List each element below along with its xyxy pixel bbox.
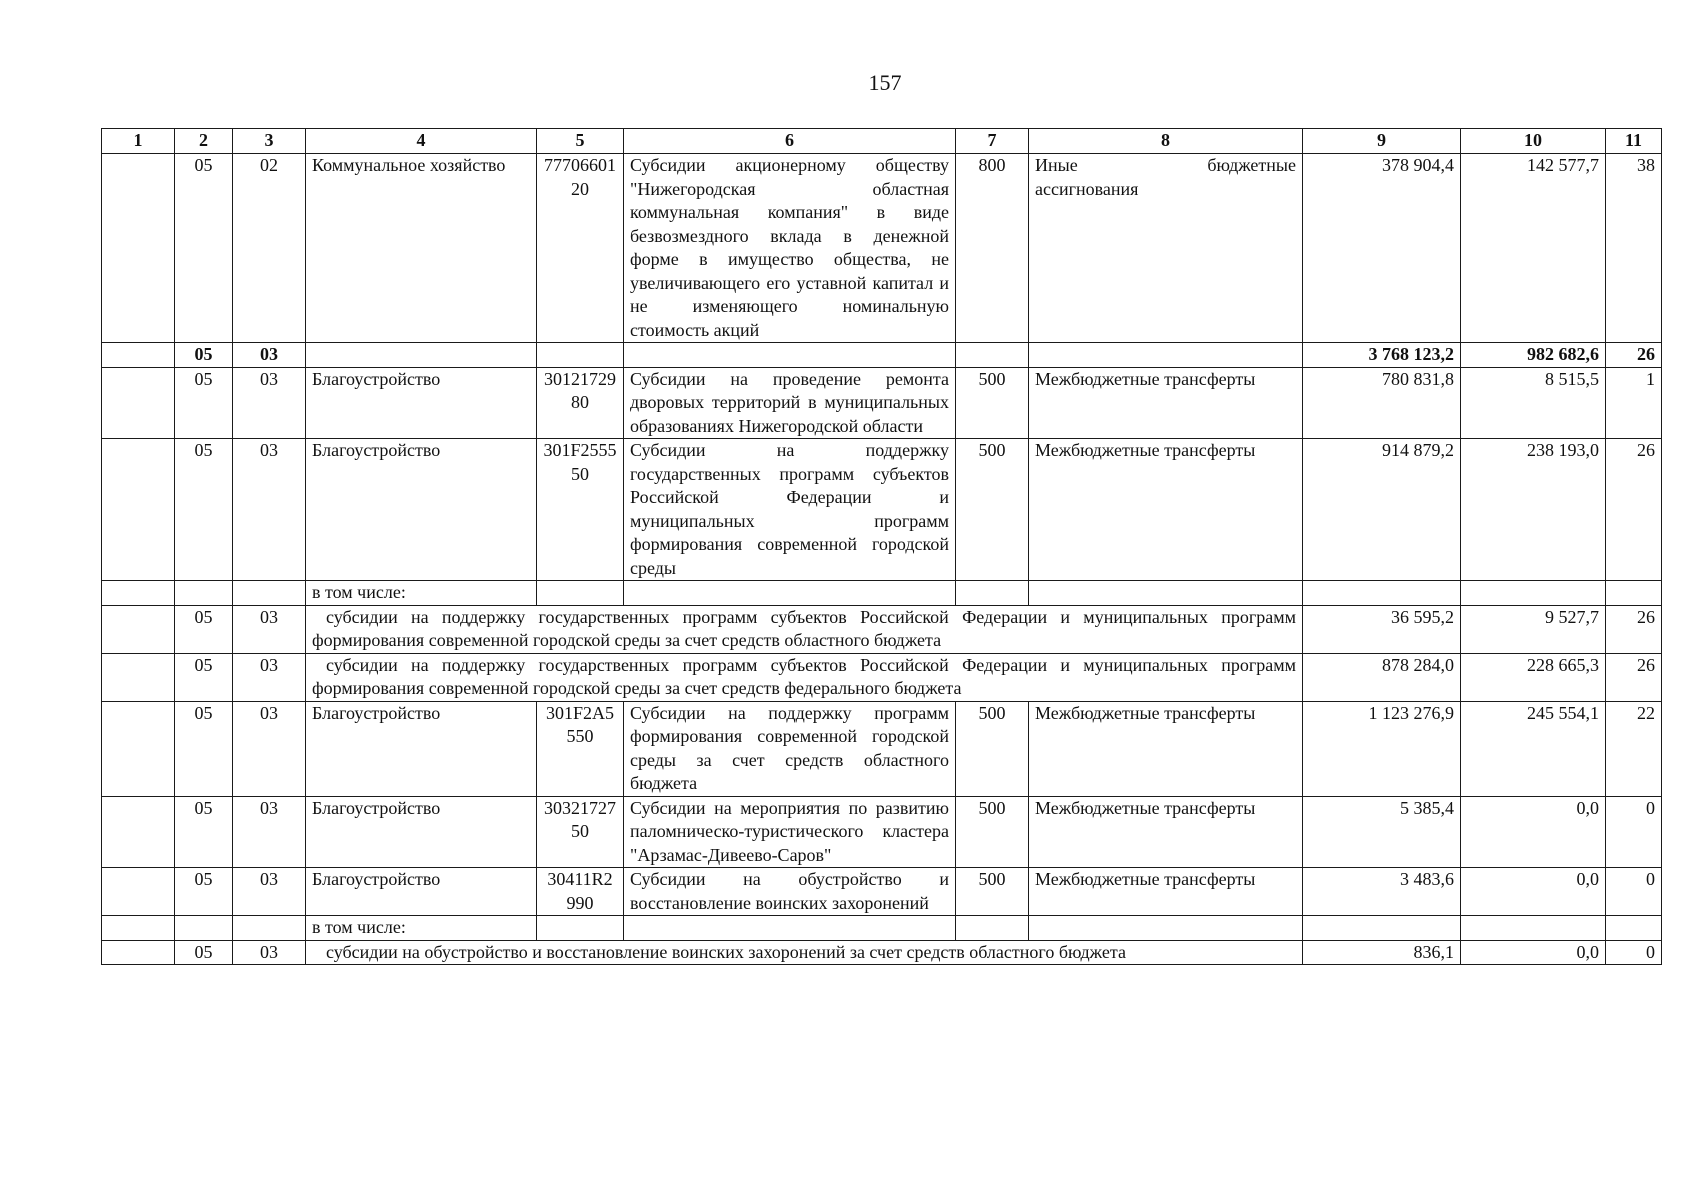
cell-target-code: 301F2A5550: [537, 701, 624, 796]
cell-amount-plan: 914 879,2: [1303, 439, 1461, 581]
cell-amount-plan: 5 385,4: [1303, 796, 1461, 868]
cell-target-code: 3032172750: [537, 796, 624, 868]
cell-section: 05: [175, 868, 233, 916]
cell-target-code: 3012172980: [537, 367, 624, 439]
cell-expense-name-part2a: бюджетные: [1207, 155, 1296, 175]
cell-section: 05: [175, 605, 233, 653]
cell-section: 05: [175, 343, 233, 368]
cell-c1: [102, 439, 175, 581]
cell-expense-name: Межбюджетные трансферты: [1029, 367, 1303, 439]
page-number: 157: [868, 70, 902, 95]
cell-amount-plan: 3 483,6: [1303, 868, 1461, 916]
cell-description: [624, 343, 956, 368]
cell-subsection: 02: [233, 154, 306, 343]
cell-amount-plan: 780 831,8: [1303, 367, 1461, 439]
cell-target-code: [537, 343, 624, 368]
cell-amount-actual: 238 193,0: [1461, 439, 1606, 581]
cell-c1: [102, 940, 175, 965]
cell-subsection: 03: [233, 701, 306, 796]
cell-amount-actual: 245 554,1: [1461, 701, 1606, 796]
table-row: [102, 796, 1662, 868]
col-header-6: 6: [624, 129, 956, 154]
cell-subitem-description: субсидии на поддержку государственных программ субъектов Российской Федерации и муниципальных программ формирования современной городской среды за счет средств областного бюджета: [306, 605, 1303, 653]
cell-amount-plan: 836,1: [1303, 940, 1461, 965]
cell-expense-type: 500: [956, 868, 1029, 916]
cell-subsection: 03: [233, 605, 306, 653]
cell-expense-type: 500: [956, 701, 1029, 796]
col-header-2: 2: [175, 129, 233, 154]
cell-subsection: 03: [233, 367, 306, 439]
cell-c1: [102, 343, 175, 368]
table-row: [102, 605, 1662, 653]
cell-section: 05: [175, 796, 233, 868]
table-row: [102, 367, 1662, 439]
cell-amount-plan: 3 768 123,2: [1303, 343, 1461, 368]
cell-expense-name: Межбюджетные трансферты: [1029, 439, 1303, 581]
cell-target-code: 7770660120: [537, 154, 624, 343]
cell-name: Благоустройство: [306, 701, 537, 796]
col-header-10: 10: [1461, 129, 1606, 154]
col-header-5: 5: [537, 129, 624, 154]
cell-description: Субсидии акционерному обществу "Нижегородская областная коммунальная компания" в виде безвозмездного вклада в денежной форме в имущество общества, не увеличивающего его уставной капитал и не изменяющего номинальную стоимость акций: [624, 154, 956, 343]
cell-c1: [102, 796, 175, 868]
cell-percent: 26: [1606, 605, 1662, 653]
cell-percent: 26: [1606, 343, 1662, 368]
subtotal-row: [102, 343, 1662, 368]
cell-expense-name: [1029, 154, 1303, 343]
header-row: [102, 129, 1662, 154]
cell-amount-actual: 228 665,3: [1461, 653, 1606, 701]
table-row: [102, 940, 1662, 965]
cell-expense-type: 500: [956, 439, 1029, 581]
cell-percent: 0: [1606, 940, 1662, 965]
cell-c1: [102, 868, 175, 916]
cell-c1: [102, 605, 175, 653]
cell-amount-actual: 0,0: [1461, 796, 1606, 868]
cell-amount-plan: 1 123 276,9: [1303, 701, 1461, 796]
including-row: [102, 916, 1662, 941]
cell-c1: [102, 367, 175, 439]
cell-subsection: 03: [233, 868, 306, 916]
cell-description: Субсидии на поддержку государственных программ субъектов Российской Федерации и муниципальных программ формирования современной городской среды: [624, 439, 956, 581]
cell-description: Субсидии на обустройство и восстановление воинских захоронений: [624, 868, 956, 916]
col-header-11: 11: [1606, 129, 1662, 154]
cell-amount-plan: 878 284,0: [1303, 653, 1461, 701]
cell-expense-name: [1029, 343, 1303, 368]
cell-description: Субсидии на мероприятия по развитию паломническо-туристического кластера "Арзамас-Дивеево-Саров": [624, 796, 956, 868]
cell-c1: [102, 154, 175, 343]
col-header-3: 3: [233, 129, 306, 154]
cell-expense-name: Межбюджетные трансферты: [1029, 796, 1303, 868]
cell-section: 05: [175, 367, 233, 439]
cell-name: Благоустройство: [306, 439, 537, 581]
cell-amount-actual: 0,0: [1461, 868, 1606, 916]
cell-percent: 0: [1606, 796, 1662, 868]
cell-section: 05: [175, 154, 233, 343]
col-header-7: 7: [956, 129, 1029, 154]
cell-description: Субсидии на поддержку программ формирования современной городской среды за счет средств областного бюджета: [624, 701, 956, 796]
cell-percent: 22: [1606, 701, 1662, 796]
cell-percent: 1: [1606, 367, 1662, 439]
cell-expense-type: 500: [956, 367, 1029, 439]
including-label: в том числе:: [306, 916, 537, 941]
cell-target-code: 30411R2990: [537, 868, 624, 916]
cell-amount-actual: 9 527,7: [1461, 605, 1606, 653]
cell-amount-plan: 378 904,4: [1303, 154, 1461, 343]
table-row: [102, 439, 1662, 581]
cell-expense-name: Межбюджетные трансферты: [1029, 868, 1303, 916]
cell-expense-name-part1: Иные: [1035, 155, 1078, 175]
col-header-4: 4: [306, 129, 537, 154]
table-row: [102, 154, 1662, 343]
cell-subitem-description: субсидии на обустройство и восстановление воинских захоронений за счет средств областного бюджета: [306, 940, 1303, 965]
cell-percent: 26: [1606, 653, 1662, 701]
cell-percent: 26: [1606, 439, 1662, 581]
including-label: в том числе:: [306, 581, 537, 606]
cell-amount-actual: 0,0: [1461, 940, 1606, 965]
cell-name: Коммунальное хозяйство: [306, 154, 537, 343]
cell-amount-plan: 36 595,2: [1303, 605, 1461, 653]
cell-name: Благоустройство: [306, 796, 537, 868]
cell-subsection: 03: [233, 653, 306, 701]
cell-expense-name-part2b: ассигнования: [1035, 178, 1139, 199]
cell-subitem-description: субсидии на поддержку государственных программ субъектов Российской Федерации и муниципальных программ формирования современной городской среды за счет средств федерального бюджета: [306, 653, 1303, 701]
cell-amount-actual: 982 682,6: [1461, 343, 1606, 368]
cell-c1: [102, 701, 175, 796]
cell-percent: 0: [1606, 868, 1662, 916]
cell-section: 05: [175, 653, 233, 701]
cell-section: 05: [175, 940, 233, 965]
col-header-9: 9: [1303, 129, 1461, 154]
cell-subsection: 03: [233, 796, 306, 868]
cell-name: Благоустройство: [306, 868, 537, 916]
table-row: [102, 653, 1662, 701]
including-row: [102, 581, 1662, 606]
cell-section: 05: [175, 701, 233, 796]
cell-section: 05: [175, 439, 233, 581]
cell-c1: [102, 653, 175, 701]
col-header-1: 1: [102, 129, 175, 154]
cell-subsection: 03: [233, 343, 306, 368]
cell-name: Благоустройство: [306, 367, 537, 439]
cell-amount-actual: 8 515,5: [1461, 367, 1606, 439]
cell-description: Субсидии на проведение ремонта дворовых территорий в муниципальных образованиях Нижегородской области: [624, 367, 956, 439]
cell-amount-actual: 142 577,7: [1461, 154, 1606, 343]
cell-subsection: 03: [233, 940, 306, 965]
col-header-8: 8: [1029, 129, 1303, 154]
cell-expense-type: 800: [956, 154, 1029, 343]
cell-percent: 38: [1606, 154, 1662, 343]
cell-expense-name: Межбюджетные трансферты: [1029, 701, 1303, 796]
table-row: [102, 868, 1662, 916]
cell-expense-type: 500: [956, 796, 1029, 868]
cell-name: [306, 343, 537, 368]
cell-subsection: 03: [233, 439, 306, 581]
table-row: [102, 701, 1662, 796]
cell-target-code: 301F255550: [537, 439, 624, 581]
cell-expense-type: [956, 343, 1029, 368]
budget-table: [101, 128, 1662, 965]
